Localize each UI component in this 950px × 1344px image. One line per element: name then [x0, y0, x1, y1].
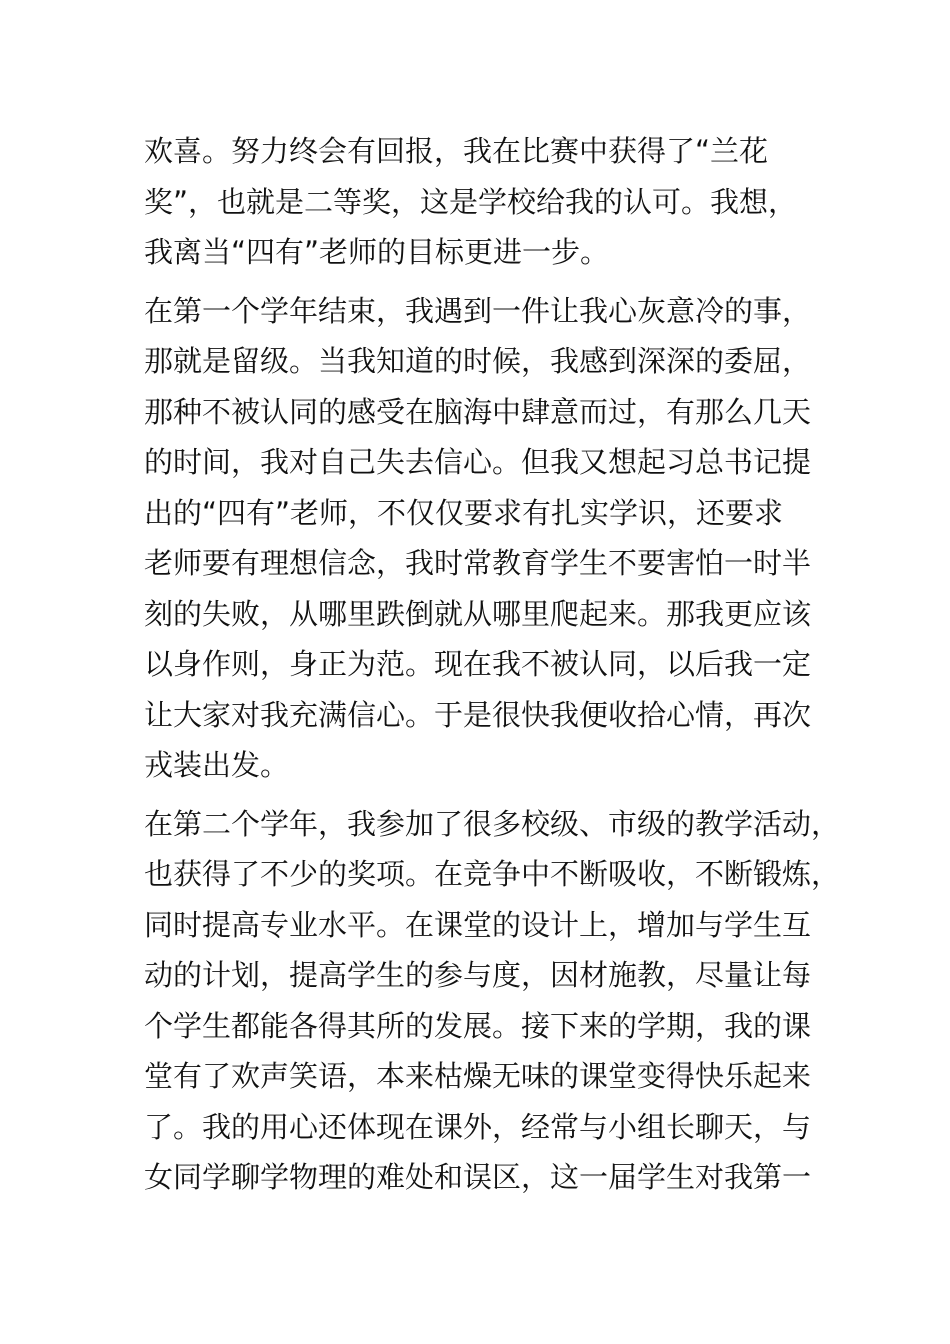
text-line: 堂有了欢声笑语，本来枯燥无味的课堂变得快乐起来 [144, 1059, 812, 1093]
text-line: 刻的失败，从哪里跌倒就从哪里爬起来。那我更应该 [144, 596, 812, 631]
text-line: 了。我的用心还体现在课外，经常与小组长聊天，与 [144, 1109, 812, 1144]
text-line: 欢喜。努力终会有回报，我在比赛中获得了“兰花 [144, 134, 769, 168]
paragraph-1 [144, 126, 814, 278]
paragraph-2 [144, 286, 814, 791]
text-line: 我离当“四有”老师的目标更进一步。 [144, 235, 610, 269]
text-line: 老师要有理想信念，我时常教育学生不要害怕一时半 [144, 546, 812, 580]
text-line: 让大家对我充满信心。于是很快我便收拾心情，再次 [144, 697, 812, 732]
text-line: 的时间，我对自己失去信心。但我又想起习总书记提 [144, 445, 812, 479]
text-line: 同时提高专业水平。在课堂的设计上，增加与学生互 [144, 907, 812, 942]
text-line: 那就是留级。当我知道的时候，我感到深深的委屈， [144, 344, 812, 378]
document-body [144, 126, 841, 1211]
text-line: 奖”，也就是二等奖，这是学校给我的认可。我想， [144, 184, 798, 219]
text-line: 女同学聊学物理的难处和误区，这一届学生对我第一 [144, 1160, 812, 1194]
text-line: 戎装出发。 [144, 748, 290, 782]
text-line: 动的计划，提高学生的参与度，因材施教，尽量让每 [144, 958, 812, 992]
text-line: 以身作则，身正为范。现在我不被认同，以后我一定 [144, 647, 812, 681]
text-line: 也获得了不少的奖项。在竞争中不断吸收，不断锻炼， [144, 857, 841, 891]
text-line: 那种不被认同的感受在脑海中肆意而过，有那么几天 [144, 394, 812, 429]
text-line: 出的“四有”老师，不仅仅要求有扎实学识，还要求 [144, 495, 784, 530]
text-line: 在第二个学年，我参加了很多校级、市级的教学活动， [144, 806, 841, 841]
paragraph-3 [144, 799, 841, 1203]
text-line: 在第一个学年结束，我遇到一件让我心灰意冷的事， [144, 293, 812, 328]
text-line: 个学生都能各得其所的发展。接下来的学期，我的课 [144, 1008, 812, 1043]
